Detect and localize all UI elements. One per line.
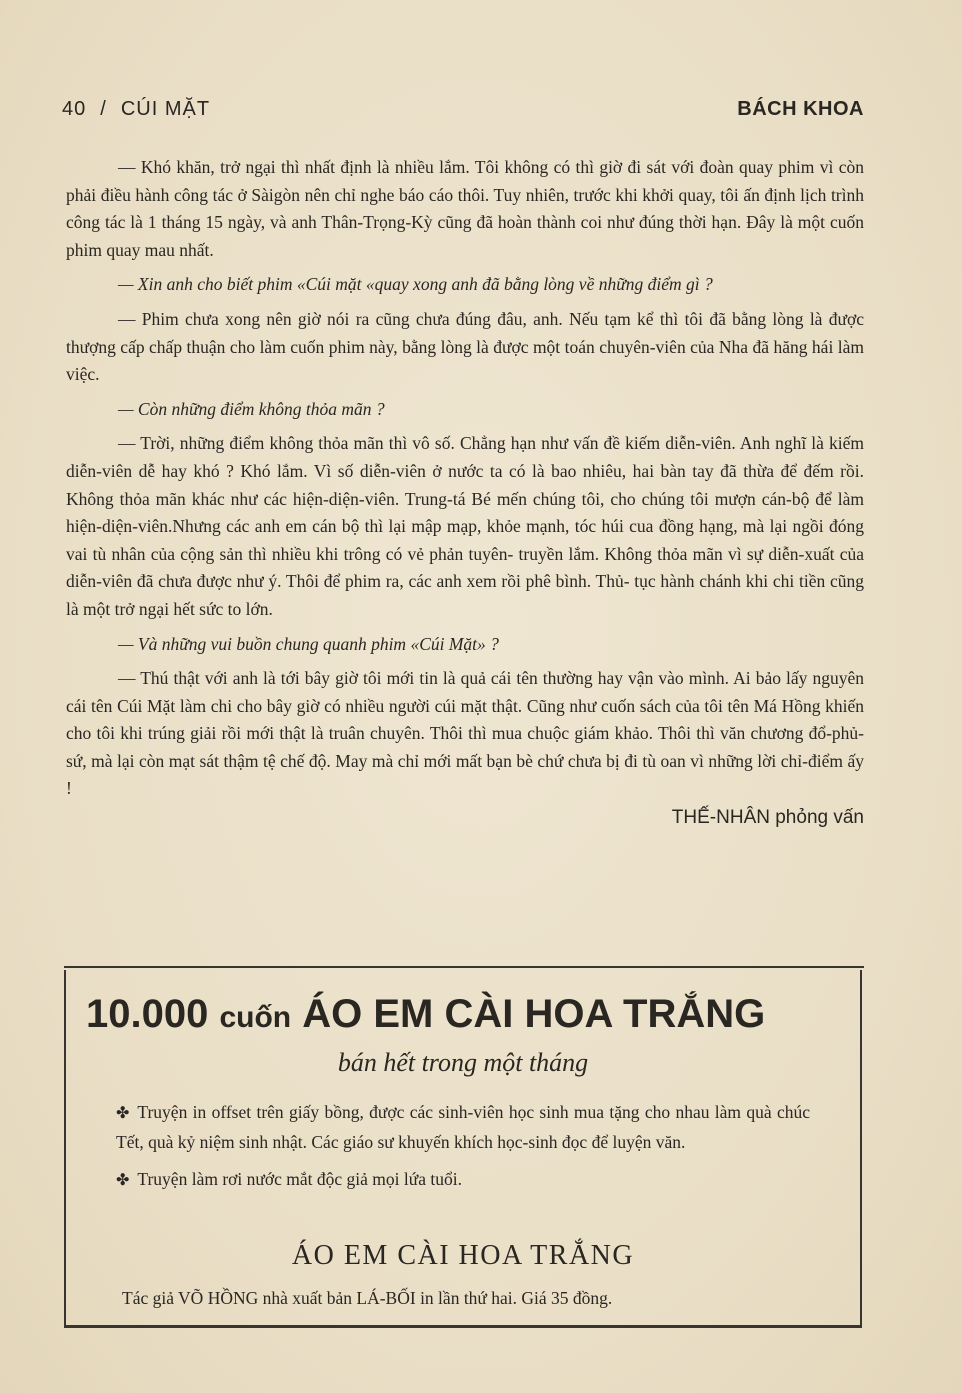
header-left (62, 98, 210, 121)
ad-subtitle: bán hết trong một tháng (337, 1048, 589, 1077)
ad-footer: Tác giả VÕ HỒNG nhà xuất bản LÁ-BỐI in lần thứ hai. Giá 35 đồng. (122, 1288, 613, 1308)
page-number: 40 (62, 97, 87, 120)
interview-question-3: — Và những vui buồn chung quanh phim «Cúi Mặt» ? (118, 633, 499, 654)
ad-bullet-1 (116, 1098, 810, 1157)
page-header (62, 92, 864, 126)
interview-question-1: — Xin anh cho biết phim «Cúi mặt «quay xong anh đã bằng lòng về những điểm gì ? (118, 274, 713, 295)
article-signature: THẾ-NHÂN phỏng vấn (671, 807, 864, 829)
article-paragraph-4: — Thú thật với anh là tới bây giờ tôi mới tin là quả cái tên thường hay vận vào mình. Ai bảo lấy nguyên cái tên Cúi Mặt làm chi cho bây giờ có nhiều người cúi mặt thật. Cũng như cuốn sách của tôi tên Má Hồng khiến cho tôi khi trúng giải rồi mới thật là truân chuyên. Thôi thì mua chuộc giám khảo. Thôi thì văn chương đổ-phủ-sứ, mà lại còn mạt sát thậm tệ chế độ. May mà chỉ mới mất bạn bè chứ chưa bị đi tù oan vì những lời chỉ-điểm ấy ! (66, 668, 864, 799)
ad-headline-number: 10.000 (86, 992, 209, 1036)
ad-bullet-2 (116, 1165, 810, 1195)
article-paragraph-3: — Trời, những điểm không thỏa mãn thì vô số. Chẳng hạn như vấn đề kiếm diễn-viên. Anh nghĩ là kiếm diễn-viên dễ hay khó ? Khó lắm. Vì số diễn-viên ở nước ta có là bao nhiêu, hai bàn tay đã thừa để đếm rồi. Không thỏa mãn khác như các hiện-diện-viên. Trung-tá Bé mến chúng tôi, cho chúng tôi mượn cán-bộ để làm hiện-diện-viên.Nhưng các anh em cán bộ thì lại mập mạp, khỏe mạnh, tóc húi cua đồng hạng, mà lại ngồi đóng vai tù nhân của cộng sản thì nhiều khi trông có vẻ phản tuyên- truyền lắm. Không thỏa mãn vì sự diễn-xuất của diễn-viên đã chưa được như ý. Thôi để phim ra, các anh xem rồi phê bình. Thủ- tục hành chánh khi chi tiền cũng là một trở ngại hết sức to lớn. (66, 433, 864, 619)
ad-bullet-text-1: Truyện in offset trên giấy bồng, được các sinh-viên học sinh mua tặng cho nhau làm quà chúc Tết, quà kỷ niệm sinh nhật. Các giáo sư khuyến khích học-sinh đọc để luyện văn. (116, 1102, 810, 1152)
ad-body (116, 1098, 810, 1203)
header-separator: / (100, 97, 107, 120)
ad-bullet-text-2: Truyện làm rơi nước mắt độc giả mọi lứa tuổi. (137, 1169, 462, 1189)
ad-top-rule (64, 966, 864, 968)
article-paragraph-2: — Phim chưa xong nên giờ nói ra cũng chưa đúng đâu, anh. Nếu tạm kể thì tôi đã bằng lòng là được thượng cấp chấp thuận cho làm cuốn phim này, bằng lòng là được một toán chuyên-viên của Nha đã hăng hái làm việc. (66, 308, 864, 385)
flower-bullet-icon: ✤ (116, 1172, 130, 1189)
section-title: CÚI MẶT (120, 97, 211, 120)
flower-bullet-icon: ✤ (116, 1105, 130, 1122)
interview-article (66, 154, 864, 832)
article-paragraph-1: — Khó khăn, trở ngại thì nhất định là nhiều lắm. Tôi không có thì giờ đi sát với đoàn quay phim vì còn phải điều hành công tác ở Sàigòn nên chỉ nghe báo cáo thôi. Tuy nhiên, trước khi khởi quay, tôi ấn định lịch trình công tác là 1 tháng 15 ngày, và anh Thân-Trọng-Kỳ cũng đã hoàn thành coi như đúng thời hạn. Đây là một cuốn phim quay mau nhất. (66, 157, 864, 260)
book-advertisement (64, 970, 862, 1328)
ad-headline-word: cuốn (219, 1001, 292, 1034)
ad-headline-title: ÁO EM CÀI HOA TRẮNG (302, 992, 766, 1036)
ad-book-title: ÁO EM CÀI HOA TRẮNG (291, 1240, 635, 1271)
interview-question-2: — Còn những điểm không thỏa mãn ? (118, 398, 385, 419)
magazine-name: BÁCH KHOA (737, 97, 864, 120)
ad-headline (86, 992, 850, 1037)
